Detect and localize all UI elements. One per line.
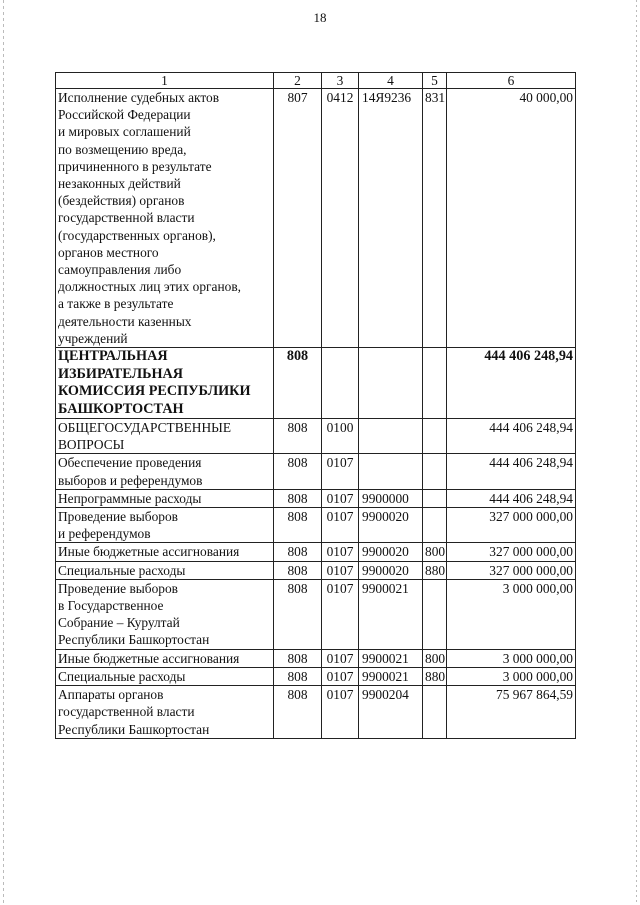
cell-expense-type — [423, 348, 447, 419]
cell-expense-type: 800 — [423, 649, 447, 667]
cell-amount: 327 000 000,00 — [447, 561, 576, 579]
cell-expense-type: 831 — [423, 89, 447, 348]
cell-subsection-code: 0412 — [322, 89, 359, 348]
cell-subsection-code: 0107 — [322, 686, 359, 739]
cell-name-line: (государственных органов), — [58, 227, 216, 243]
cell-expense-type — [423, 489, 447, 507]
cell-section-code: 808 — [274, 508, 322, 543]
cell-target-code: 9900204 — [359, 686, 423, 739]
cell-name-line: ЦЕНТРАЛЬНАЯ — [58, 348, 168, 365]
cell-section-code: 808 — [274, 543, 322, 561]
cell-name-line: а также в результате — [58, 296, 174, 312]
cell-subsection-code: 0107 — [322, 649, 359, 667]
cell-name-line: Обеспечение проведения — [58, 455, 202, 471]
cell-subsection-code: 0107 — [322, 667, 359, 685]
cell-name-line: ОБЩЕГОСУДАРСТВЕННЫЕ — [58, 420, 232, 436]
cell-name-line: незаконных действий — [58, 176, 181, 192]
budget-table — [55, 72, 576, 739]
cell-name-line: ИЗБИРАТЕЛЬНАЯ — [58, 365, 184, 382]
cell-name-line: самоуправления либо — [58, 262, 182, 278]
cell-target-code: 9900000 — [359, 489, 423, 507]
cell-section-code: 808 — [274, 489, 322, 507]
cell-target-code: 9900021 — [359, 579, 423, 649]
cell-subsection-code: 0107 — [322, 579, 359, 649]
cell-amount: 444 406 248,94 — [447, 348, 576, 419]
table-row — [56, 579, 576, 649]
cell-name-line: Российской Федерации — [58, 107, 191, 123]
cell-section-code: 808 — [274, 419, 322, 454]
cell-name — [56, 667, 274, 685]
table-row — [56, 348, 576, 419]
cell-name-line: Специальные расходы — [58, 562, 186, 578]
cell-expense-type — [423, 686, 447, 739]
cell-name — [56, 419, 274, 454]
cell-name-line: выборов и референдумов — [58, 472, 203, 488]
cell-name — [56, 89, 274, 348]
table-row — [56, 89, 576, 348]
cell-section-code: 808 — [274, 579, 322, 649]
cell-target-code: 9900021 — [359, 667, 423, 685]
table-row — [56, 667, 576, 685]
table-row — [56, 543, 576, 561]
cell-subsection-code: 0100 — [322, 419, 359, 454]
cell-section-code: 808 — [274, 649, 322, 667]
cell-expense-type — [423, 508, 447, 543]
table-row — [56, 508, 576, 543]
cell-name-line: должностных лиц этих органов, — [58, 279, 241, 295]
cell-expense-type: 800 — [423, 543, 447, 561]
cell-name-line: Проведение выборов — [58, 580, 178, 596]
cell-subsection-code: 0107 — [322, 543, 359, 561]
cell-subsection-code — [322, 348, 359, 419]
cell-target-code: 14Я9236 — [359, 89, 423, 348]
cell-amount: 40 000,00 — [447, 89, 576, 348]
cell-name — [56, 489, 274, 507]
cell-name-line: причиненного в результате — [58, 158, 212, 174]
cell-target-code: 9900021 — [359, 649, 423, 667]
cell-subsection-code: 0107 — [322, 508, 359, 543]
table-row — [56, 649, 576, 667]
cell-amount: 327 000 000,00 — [447, 543, 576, 561]
cell-section-code: 808 — [274, 348, 322, 419]
cell-target-code: 9900020 — [359, 508, 423, 543]
cell-amount: 3 000 000,00 — [447, 667, 576, 685]
cell-name-line: по возмещению вреда, — [58, 141, 187, 157]
cell-name-line: Иные бюджетные ассигнования — [58, 650, 240, 666]
cell-name-line: Непрограммные расходы — [58, 490, 202, 506]
header-col-4: 4 — [359, 73, 423, 89]
cell-name-line: (бездействия) органов — [58, 193, 185, 209]
cell-expense-type: 880 — [423, 561, 447, 579]
header-col-1: 1 — [56, 73, 274, 89]
cell-expense-type — [423, 454, 447, 489]
cell-name-line: государственной власти — [58, 210, 195, 226]
cell-section-code: 808 — [274, 454, 322, 489]
cell-name — [56, 508, 274, 543]
cell-name-line: в Государственное — [58, 598, 164, 614]
cell-subsection-code: 0107 — [322, 561, 359, 579]
cell-name — [56, 348, 274, 419]
cell-name — [56, 454, 274, 489]
cell-name-line: Иные бюджетные ассигнования — [58, 544, 240, 560]
cell-section-code: 807 — [274, 89, 322, 348]
cell-name-line: Специальные расходы — [58, 668, 186, 684]
cell-name-line: БАШКОРТОСТАН — [58, 400, 184, 417]
header-col-3: 3 — [322, 73, 359, 89]
cell-amount: 75 967 864,59 — [447, 686, 576, 739]
cell-name-line: Исполнение судебных актов — [58, 90, 220, 105]
cell-name-line: КОМИССИЯ РЕСПУБЛИКИ — [58, 383, 251, 400]
cell-amount: 444 406 248,94 — [447, 454, 576, 489]
cell-expense-type: 880 — [423, 667, 447, 685]
cell-name — [56, 579, 274, 649]
cell-amount: 3 000 000,00 — [447, 649, 576, 667]
cell-name-line: и референдумов — [58, 526, 151, 542]
cell-amount: 3 000 000,00 — [447, 579, 576, 649]
cell-target-code — [359, 419, 423, 454]
cell-name-line: деятельности казенных — [58, 313, 192, 329]
cell-name-line: Республики Башкортостан — [58, 721, 210, 737]
cell-target-code: 9900020 — [359, 543, 423, 561]
table-body — [56, 89, 576, 739]
cell-subsection-code: 0107 — [322, 489, 359, 507]
cell-target-code: 9900020 — [359, 561, 423, 579]
cell-name — [56, 649, 274, 667]
cell-name — [56, 561, 274, 579]
cell-name-line: ВОПРОСЫ — [58, 437, 125, 453]
cell-amount: 444 406 248,94 — [447, 489, 576, 507]
cell-amount: 327 000 000,00 — [447, 508, 576, 543]
table-row — [56, 686, 576, 739]
cell-name-line: Аппараты органов — [58, 687, 164, 703]
scan-edge-left — [3, 0, 4, 905]
header-col-2: 2 — [274, 73, 322, 89]
cell-name-line: органов местного — [58, 244, 159, 260]
cell-name — [56, 686, 274, 739]
cell-name — [56, 543, 274, 561]
page-number: 18 — [313, 10, 327, 25]
cell-name-line: государственной власти — [58, 704, 195, 720]
cell-expense-type — [423, 419, 447, 454]
cell-subsection-code: 0107 — [322, 454, 359, 489]
table-row — [56, 561, 576, 579]
header-col-6: 6 — [447, 73, 576, 89]
cell-target-code — [359, 454, 423, 489]
cell-expense-type — [423, 579, 447, 649]
header-row — [56, 73, 576, 89]
cell-name-line: Республики Башкортостан — [58, 632, 210, 648]
cell-target-code — [359, 348, 423, 419]
table-row — [56, 454, 576, 489]
table-row — [56, 489, 576, 507]
cell-name-line: Проведение выборов — [58, 509, 178, 525]
cell-section-code: 808 — [274, 686, 322, 739]
cell-section-code: 808 — [274, 667, 322, 685]
cell-name-line: и мировых соглашений — [58, 124, 191, 140]
cell-section-code: 808 — [274, 561, 322, 579]
cell-name-line: Собрание – Курултай — [58, 615, 180, 631]
table-row — [56, 419, 576, 454]
cell-amount: 444 406 248,94 — [447, 419, 576, 454]
scan-edge-right — [636, 0, 637, 905]
header-col-5: 5 — [423, 73, 447, 89]
cell-name-line: учреждений — [58, 330, 128, 346]
